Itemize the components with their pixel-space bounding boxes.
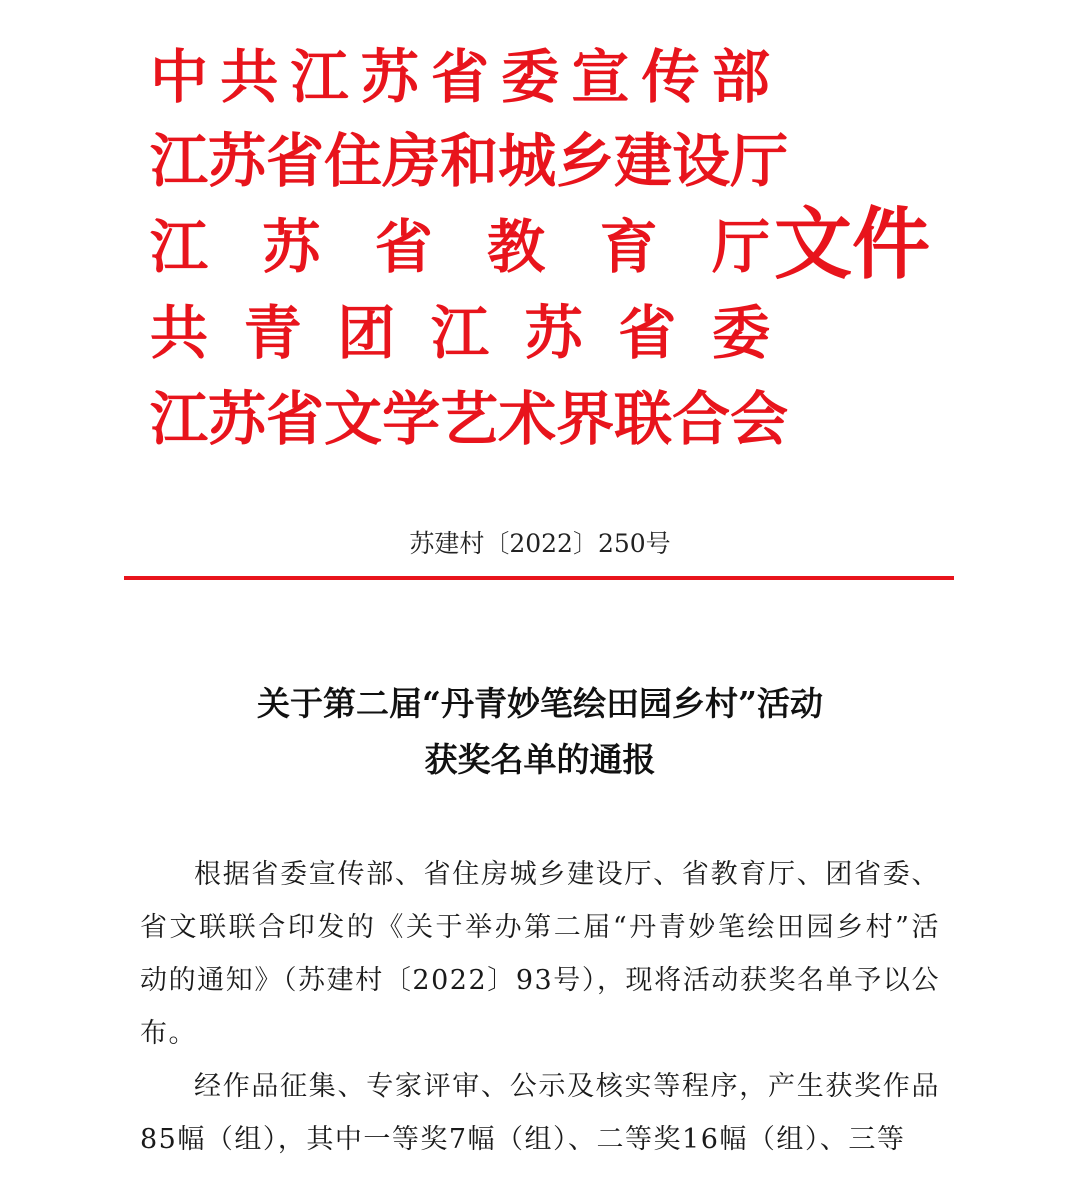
issuer-char: 术 [498, 385, 557, 453]
issuer-char: 和 [440, 127, 499, 195]
issuer-char: 建 [614, 127, 673, 195]
document-title [0, 676, 1080, 788]
issuer-char: 苏 [360, 43, 419, 111]
issuer-char: 江 [150, 385, 209, 453]
issuer-char: 中 [150, 43, 209, 111]
issuer-char: 江 [430, 299, 489, 367]
issuer-char: 委 [501, 43, 560, 111]
issuer-char: 城 [498, 127, 557, 195]
title-line-1: 关于第二届“丹青妙笔绘田园乡村”活动 [257, 684, 823, 723]
issuer-char: 住 [324, 127, 383, 195]
issuer-char: 学 [382, 385, 441, 453]
issuer-char: 苏 [208, 385, 267, 453]
issuer-char: 江 [150, 213, 209, 281]
issuer-line-arts-federation [150, 380, 789, 458]
issuer-char: 省 [266, 385, 325, 453]
issuer-char: 乡 [556, 127, 615, 195]
issuer-char: 传 [641, 43, 700, 111]
issuer-char: 艺 [440, 385, 499, 453]
title-line-2: 获奖名单的通报 [424, 740, 656, 779]
issuer-char: 界 [556, 385, 615, 453]
issuer-char: 省 [266, 127, 325, 195]
issuer-char: 部 [711, 43, 770, 111]
issuer-char: 苏 [524, 299, 583, 367]
issuer-char: 教 [487, 213, 546, 281]
issuer-char: 团 [337, 299, 396, 367]
document-body [140, 848, 940, 1166]
issuer-char: 文 [324, 385, 383, 453]
body-paragraph-2: 经作品征集、专家评审、公示及核实等程序，产生获奖作品85幅（组），其中一等奖7幅（组）、二等奖16幅（组）、三等 [140, 1071, 940, 1155]
issuer-char: 厅 [730, 127, 789, 195]
issuer-line-housing [150, 122, 789, 200]
issuer-char: 共 [220, 43, 279, 111]
issuer-char: 省 [430, 43, 489, 111]
issuer-char: 省 [374, 213, 433, 281]
issuer-line-youth-league [150, 294, 770, 372]
issuer-char: 会 [730, 385, 789, 453]
issuer-char: 合 [672, 385, 731, 453]
issuer-line-propaganda [150, 38, 770, 116]
document-number: 苏建村〔2022〕250号 [409, 529, 671, 558]
issuer-char: 江 [150, 127, 209, 195]
issuer-char: 苏 [208, 127, 267, 195]
issuer-char: 厅 [711, 213, 770, 281]
issuer-char: 苏 [262, 213, 321, 281]
issuer-char: 育 [599, 213, 658, 281]
body-paragraph-1: 根据省委宣传部、省住房城乡建设厅、省教育厅、团省委、省文联联合印发的《关于举办第二届“丹青妙笔绘田园乡村”活动的通知》（苏建村〔2022〕93号），现将活动获奖名单予以公布。 [140, 859, 940, 1049]
issuer-char: 省 [618, 299, 677, 367]
issuer-char: 设 [672, 127, 731, 195]
document-type-label: 文件 [774, 199, 931, 290]
red-divider-line [124, 576, 954, 580]
issuer-char: 共 [150, 299, 209, 367]
issuer-char: 联 [614, 385, 673, 453]
issuer-char: 宣 [571, 43, 630, 111]
issuer-line-education [150, 208, 770, 286]
issuer-char: 江 [290, 43, 349, 111]
issuer-char: 青 [243, 299, 302, 367]
issuer-char: 委 [711, 299, 770, 367]
document-header [150, 30, 950, 470]
issuer-char: 房 [382, 127, 441, 195]
